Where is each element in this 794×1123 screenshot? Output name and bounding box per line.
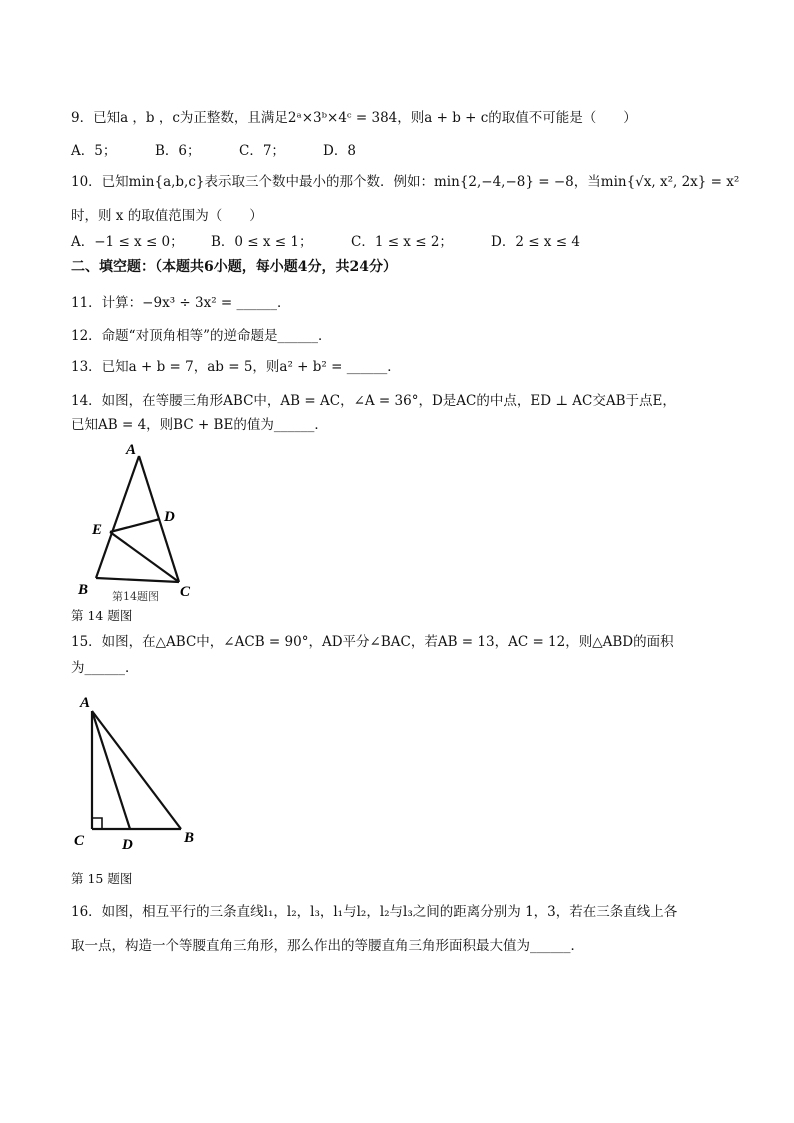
q14-line1: 14．如图，在等腰三角形ABC中，AB = AC，∠A = 36°，D是AC的中点，ED ⊥ AC交AB于点E， xyxy=(71,393,676,409)
q10-stem-line1: 10．已知min{a,b,c}表示取三个数中最小的那个数．例如：min{2,−4,−8} = −8，当min{√x, x², 2x} = x² xyxy=(71,174,740,190)
q9-option-d: D．8 xyxy=(323,143,356,159)
q14-line2: 已知AB = 4，则BC + BE的值为______． xyxy=(71,417,328,433)
q15-caption: 第 15 题图 xyxy=(71,871,133,886)
q14-label-a: A xyxy=(126,442,137,458)
q15-label-c: C xyxy=(74,833,85,849)
q14-segment-ec xyxy=(110,532,179,582)
q9-option-c: C．7； xyxy=(239,143,285,159)
q14-label-d: D xyxy=(164,509,175,525)
q14-segment-bc xyxy=(96,578,179,582)
q11-text: 11．计算：−9x³ ÷ 3x² = ______． xyxy=(71,295,291,311)
q10-option-b: B．0 ≤ x ≤ 1； xyxy=(211,234,313,250)
q15-label-b: B xyxy=(184,830,195,846)
q13-text: 13．已知a + b = 7，ab = 5，则a² + b² = ______． xyxy=(71,359,401,375)
q12-text: 12．命题“对顶角相等”的逆命题是______． xyxy=(71,328,332,344)
q9-stem: 9．已知a ，b ，c为正整数，且满足2ᵃ×3ᵇ×4ᶜ = 384，则a + b + c的取值不可能是（ ） xyxy=(71,110,637,126)
q15-triangle-lines xyxy=(92,711,181,829)
q15-label-d: D xyxy=(122,837,133,853)
q10-option-c: C．1 ≤ x ≤ 2； xyxy=(351,234,453,250)
q14-caption: 第 14 题图 xyxy=(71,608,133,623)
q10-option-d: D．2 ≤ x ≤ 4 xyxy=(491,234,580,250)
q14-label-c: C xyxy=(180,584,191,600)
q10-stem-line2: 时，则 x 的取值范围为（ ） xyxy=(71,208,263,224)
q15-segment-ad xyxy=(92,711,130,829)
q15-label-a: A xyxy=(80,695,91,711)
q15-line1: 15．如图，在△ABC中，∠ACB = 90°，AD平分∠BAC，若AB = 13，AC = 12，则△ABD的面积 xyxy=(71,634,674,650)
q9-option-b: B．6； xyxy=(155,143,201,159)
q9-option-a: A．5； xyxy=(71,143,117,159)
q14-inner-caption: 第14题图 xyxy=(112,590,159,603)
q16-line1: 16．如图，相互平行的三条直线l₁，l₂，l₃，l₁与l₂，l₂与l₃之间的距离分别为 1，3，若在三条直线上各 xyxy=(71,904,678,920)
q15-right-angle-mark xyxy=(92,818,102,829)
q14-segment-ed xyxy=(110,519,160,532)
q14-segment-ab xyxy=(96,456,139,578)
q15-line2: 为______． xyxy=(71,660,139,676)
q10-option-a: A．−1 ≤ x ≤ 0； xyxy=(71,234,184,250)
q14-label-e: E xyxy=(92,522,103,538)
q15-segment-ab xyxy=(92,711,181,829)
q14-label-b: B xyxy=(78,582,89,598)
q16-line2: 取一点，构造一个等腰直角三角形，那么作出的等腰直角三角形面积最大值为______． xyxy=(71,938,584,954)
section-heading-fill-in: 二、填空题：（本题共6小题，每小题4分，共24分） xyxy=(71,259,397,275)
